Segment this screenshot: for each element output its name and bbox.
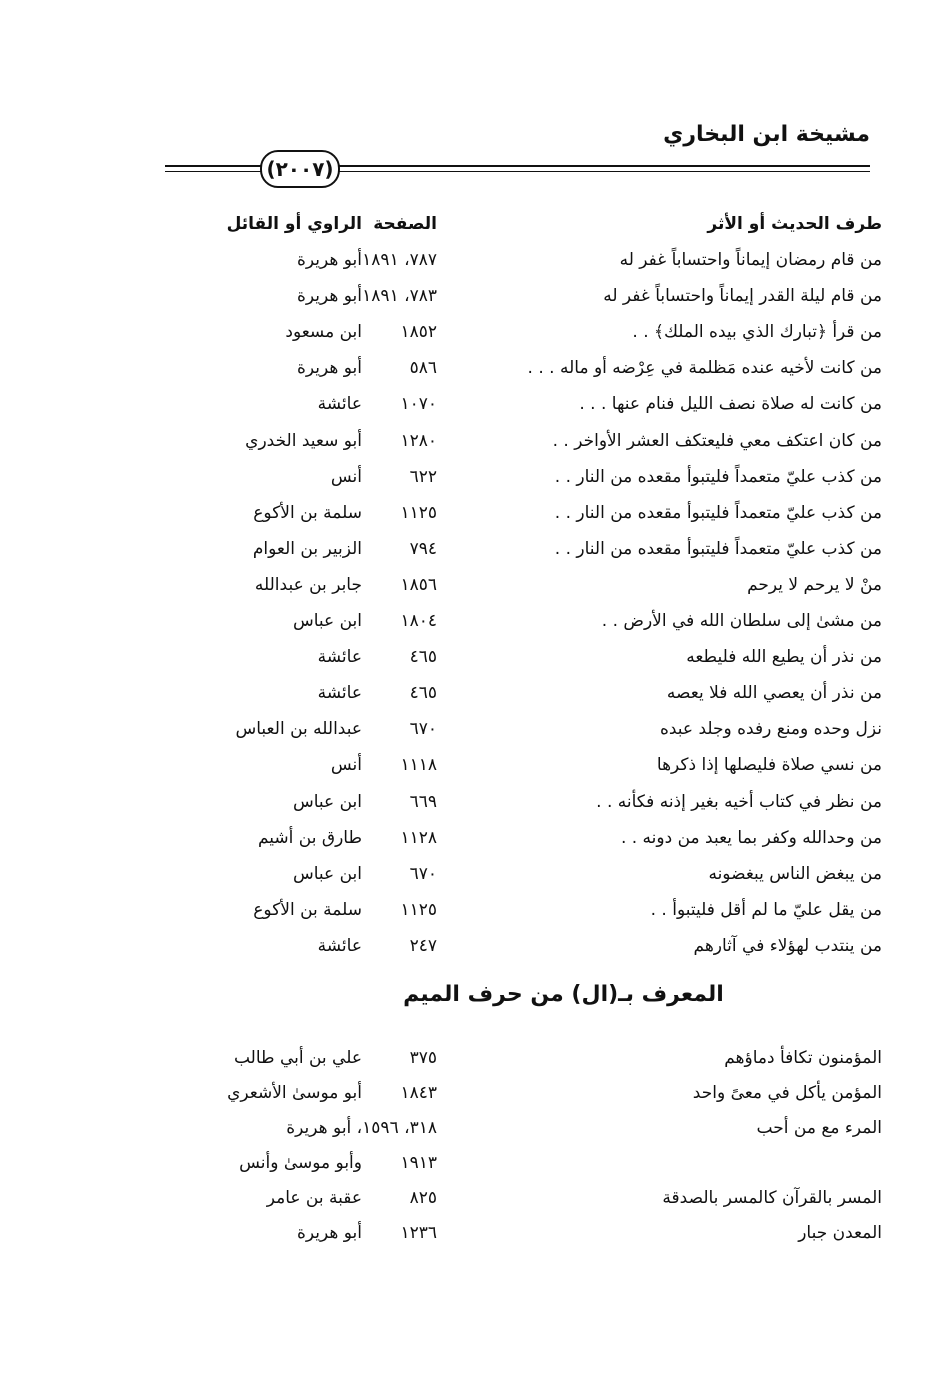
page-ref: ٦٧٠ [409,719,437,740]
hadith-text: المؤمن يأكل في معىً واحد [692,1082,882,1103]
narrator-name: وأبو موسىٰ وأنس [239,1152,362,1173]
narrator-name: أنس [330,755,362,776]
page-ref: ٤٦٥ [409,683,437,704]
narrator-name: أنس [330,466,362,487]
table-row [170,892,882,928]
page-ref: ١١٢٥ [400,502,437,523]
page-ref: ١١٢٥ [400,899,437,920]
hadith-text: من يقل عليّ ما لم أقل فليتبوأ . . [650,899,882,920]
narrator-name: عائشة [317,683,362,704]
hadith-text: نزل وحده ومنع رفده وجلد عبده [659,719,882,740]
page-ref: ١٢٨٠ [400,430,437,451]
narrator-name: سلمة بن الأكوع [253,899,362,920]
page-ref: ٧٨٧، ١٨٩١ [362,250,437,271]
table-row [170,747,882,783]
book-title: مشيخة ابن البخاري [663,122,870,147]
page-ref: ١١١٨ [400,755,437,776]
narrator-name: الزبير بن العوام [252,538,362,559]
hadith-text: من قرأ ﴿تبارك الذي بيده الملك﴾ . . [632,322,882,343]
column-header-page: الصفحة [373,214,437,234]
column-header-text: طرف الحديث أو الأثر [707,214,882,234]
page-ref: ٦٢٢ [409,466,437,487]
narrator-name: ابن عباس [292,611,362,632]
hadith-text: من نظر في كتاب أخيه بغير إذنه فكأنه . . [596,791,882,812]
hadith-text: من كذب عليّ متعمداً فليتبوأ مقعده من النار . . [554,538,882,559]
table-row [170,1110,882,1145]
narrator-name: عائشة [317,935,362,956]
table-row [170,278,882,314]
page-ref: ٥٨٦ [409,358,437,379]
hadith-text: من قام رمضان إيماناً واحتساباً غفر له [619,250,882,271]
hadith-text: من كذب عليّ متعمداً فليتبوأ مقعده من النار . . [554,466,882,487]
page-ref: ١٨٥٦ [400,574,437,595]
column-header-row [170,206,882,242]
page-ref: ٦٧٠ [409,863,437,884]
narrator-name: عبدالله بن العباس [235,719,362,740]
page-ref: ١٨٤٣ [400,1082,437,1103]
page-ref: ١٩١٣ [400,1152,437,1173]
table-row [170,603,882,639]
page-ref: ٤٦٥ [409,647,437,668]
hadith-text: من كانت له صلاة نصف الليل فنام عنها . . . [579,394,882,415]
table-row [170,495,882,531]
table-row [170,242,882,278]
table-row [170,928,882,964]
table-row [170,784,882,820]
page-ref: ٣١٨، ١٥٩٦، أبو هريرة [286,1117,437,1138]
hadith-text: المرء مع من أحب [756,1117,882,1138]
table-row [170,531,882,567]
hadith-text: من نذر أن يطيع الله فليطعه [686,647,882,668]
narrator-name: أبو هريرة [296,358,362,379]
narrator-name: عائشة [317,394,362,415]
page-header [165,120,870,190]
narrator-name: ابن مسعود [285,322,362,343]
page-ref: ١٢٣٦ [400,1222,437,1243]
hadith-text: منْ لا يرحم لا يرحم [747,574,882,595]
narrator-name: جابر بن عبدالله [254,574,362,595]
main-rows [170,242,882,964]
hadith-text: من كان اعتكف معي فليعتكف العشر الأواخر . . [552,430,882,451]
narrator-name: سلمة بن الأكوع [253,502,362,523]
table-row [170,1215,882,1250]
narrator-name: أبو سعيد الخدري [245,430,362,451]
hadith-text: من وحدالله وكفر بما يعبد من دونه . . [620,827,882,848]
narrator-name: ابن عباس [292,791,362,812]
table-row [170,423,882,459]
table-row [170,567,882,603]
narrator-name: أبو هريرة [296,286,362,307]
page-ref: ٧٨٣، ١٨٩١ [362,286,437,307]
page-ref: ٨٢٥ [409,1187,437,1208]
page-ref: ١١٢٨ [400,827,437,848]
narrator-name: علي بن أبي طالب [233,1047,362,1068]
table-row [170,1040,882,1075]
narrator-name: أبو هريرة [296,1222,362,1243]
narrator-name: طارق بن أشيم [257,827,362,848]
section-rows [170,1040,882,1250]
table-row [170,314,882,350]
hadith-text: من نسي صلاة فليصلها إذا ذكرها [656,755,882,776]
narrator-name: أبو هريرة [296,250,362,271]
table-row [170,820,882,856]
page-ref: ٧٩٤ [409,538,437,559]
page-number: (٢٠٠٧) [260,150,340,188]
hadith-text: من مشىٰ إلى سلطان الله في الأرض . . [601,611,882,632]
table-row [170,386,882,422]
hadith-text: من ينتدب لهؤلاء في آثارهم [693,935,882,956]
page-ref: ٣٧٥ [409,1047,437,1068]
table-row [170,711,882,747]
column-header-narrator: الراوي أو القائل [226,214,362,234]
section-title: المعرف بـ(ال) من حرف الميم [403,981,724,1007]
narrator-name: ابن عباس [292,863,362,884]
table-row [170,1075,882,1110]
index-table [170,206,882,1250]
hadith-text: من قام ليلة القدر إيماناً واحتساباً غفر له [603,286,882,307]
page-ref: ١٨٠٤ [400,611,437,632]
narrator-name: عقبة بن عامر [266,1187,362,1208]
table-row [170,459,882,495]
hadith-text: من يبغض الناس يبغضونه [708,863,882,884]
narrator-name: أبو موسىٰ الأشعري [227,1082,362,1103]
hadith-text: من كذب عليّ متعمداً فليتبوأ مقعده من النار . . [554,502,882,523]
narrator-name: عائشة [317,647,362,668]
table-row [170,675,882,711]
page-ref: ٢٤٧ [409,935,437,956]
table-row [170,639,882,675]
page-ref: ١٠٧٠ [400,394,437,415]
hadith-text: من كانت لأخيه عنده مَظلمة في عِرْضه أو ماله . . . [527,358,882,379]
table-row [170,350,882,386]
hadith-text: من نذر أن يعصي الله فلا يعصه [666,683,882,704]
hadith-text: المعدن جبار [798,1222,882,1243]
page-ref: ٦٦٩ [409,791,437,812]
table-row [170,1180,882,1215]
page-ref: ١٨٥٢ [400,322,437,343]
hadith-text: المسر بالقرآن كالمسر بالصدقة [662,1187,882,1208]
table-row [170,856,882,892]
table-row [170,1145,882,1180]
hadith-text: المؤمنون تكافأ دماؤهم [724,1047,882,1068]
